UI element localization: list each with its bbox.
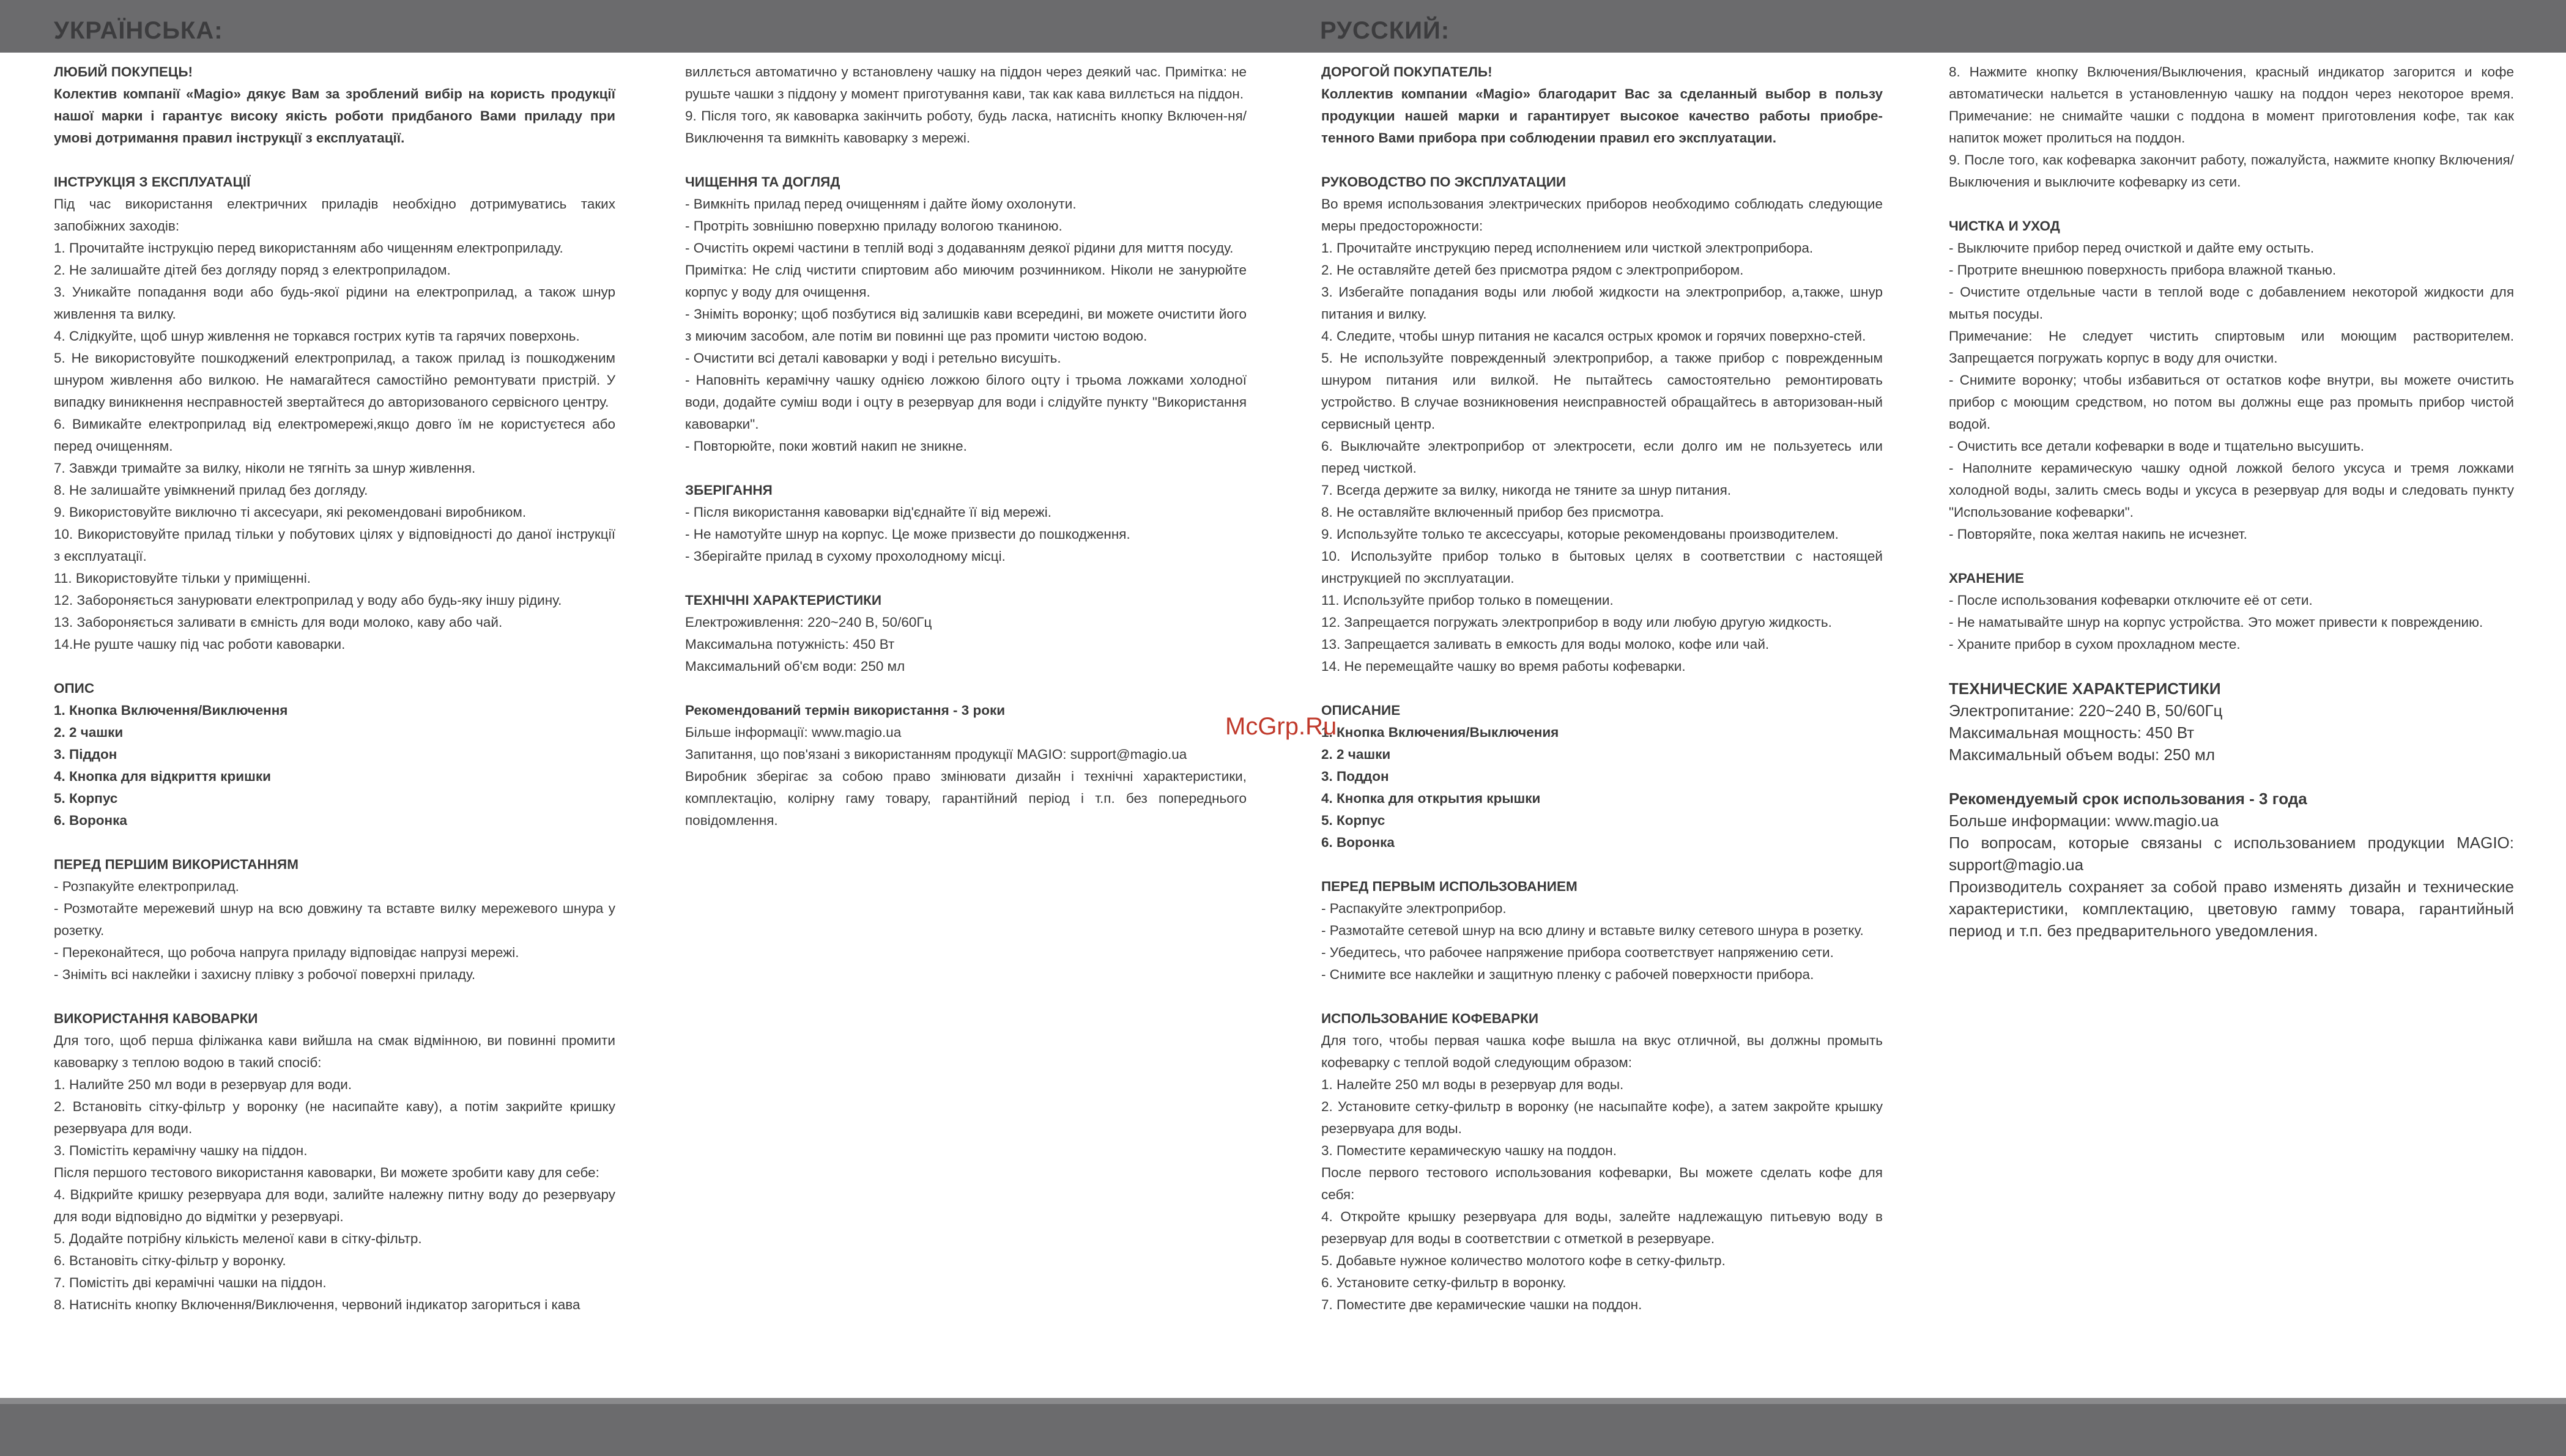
paragraph: 7. Помістіть дві керамічні чашки на піддон. [54, 1275, 327, 1290]
section-heading: ОПИС [54, 681, 95, 696]
paragraph: 8. Натисніть кнопку Включення/Виключення, червоний індикатор загориться і кава [54, 1297, 580, 1312]
section-heading: ВИКОРИСТАННЯ КАВОВАРКИ [54, 1011, 258, 1026]
paragraph: - Розпакуйте електроприлад. [54, 879, 239, 894]
paragraph: 1. Налейте 250 мл воды в резервуар для воды. [1321, 1077, 1624, 1092]
paragraph: 14.Не руште чашку під час роботи кавоварки. [54, 637, 346, 652]
paragraph: 4. Відкрийте кришку резервуара для води, залийте належну питну воду до резервуару для води відповідно до відмітки у резервуарі. [54, 1187, 615, 1224]
paragraph: - Повторяйте, пока желтая накипь не исчезнет. [1949, 527, 2247, 542]
paragraph: 2. Не залишайте дітей без догляду поряд з електроприладом. [54, 262, 451, 278]
paragraph: - Протріть зовнішню поверхню приладу вологою тканиною. [685, 218, 1062, 234]
paragraph: Для того, щоб перша філіжанка кави вийшла на смак відмінною, ви повинні промити кавоварку з теплою водою в такий спосіб: [54, 1033, 615, 1070]
paragraph: Электропитание: 220~240 В, 50/60Гц [1949, 701, 2223, 720]
paragraph: Во время использования электрических приборов необходимо соблюдать следующие меры предосторожности: [1321, 196, 1883, 234]
paragraph: Виробник зберігає за собою право змінювати дизайн і технічні характеристики, комплектацію, колірну гаму товару, гарантійний період і т.п. без попереднього повідомлення. [685, 769, 1247, 828]
paragraph: 3. Помістіть керамічну чашку на піддон. [54, 1143, 308, 1158]
paragraph: 2. Встановіть сітку-фільтр у воронку (не насипайте каву), а потім закрийте кришку резервуара для води. [54, 1099, 615, 1136]
footer-bar [0, 1398, 2566, 1456]
paragraph: 5. Корпус [1321, 813, 1385, 828]
paragraph: 4. Кнопка для відкриття кришки [54, 769, 271, 784]
paragraph: 11. Використовуйте тільки у приміщенні. [54, 571, 311, 586]
section-heading: ПЕРЕД ПЕРШИМ ВИКОРИСТАННЯМ [54, 857, 299, 872]
paragraph: 9. После того, как кофеварка закончит работу, пожалуйста, нажмите кнопку Включения/Выключения и выключите кофеварку из сети. [1949, 152, 2514, 190]
paragraph: Максимальная мощность: 450 Вт [1949, 723, 2195, 742]
watermark: McGrp.Ru [1225, 713, 1337, 740]
paragraph: 8. Не оставляйте включенный прибор без присмотра. [1321, 504, 1664, 520]
paragraph: Після першого тестового використання кавоварки, Ви можете зробити каву для себе: [54, 1165, 599, 1180]
paragraph: 6. Вимикайте електроприлад від електромережі,якщо довго їм не користуєтеся або перед очищенням. [54, 416, 615, 454]
paragraph: - Очистити всі деталі кавоварки у воді і ретельно висушіть. [685, 350, 1061, 366]
paragraph: Производитель сохраняет за собой право изменять дизайн и технические характеристики, комплектацию, цветовую гамму товара, гарантийный период и т.п. без предварительного уведомления. [1949, 878, 2514, 940]
paragraph: Максимальный объем воды: 250 мл [1949, 745, 2216, 764]
section-heading: ИСПОЛЬЗОВАНИЕ КОФЕВАРКИ [1321, 1011, 1539, 1026]
paragraph: 7. Всегда держите за вилку, никогда не тяните за шнур питания. [1321, 482, 1732, 498]
paragraph: 4. Кнопка для открытия крышки [1321, 791, 1541, 806]
russian-column-2 [1949, 61, 2514, 942]
paragraph: 3. Поместите керамическую чашку на поддон. [1321, 1143, 1617, 1158]
paragraph: - Очистить все детали кофеварки в воде и тщательно высушить. [1949, 438, 2364, 454]
paragraph: 12. Забороняється занурювати електроприлад у воду або будь-яку іншу рідину. [54, 593, 562, 608]
paragraph: После первого тестового использования кофеварки, Вы можете сделать кофе для себя: [1321, 1165, 1883, 1202]
paragraph: - Размотайте сетевой шнур на всю длину и вставьте вилку сетевого шнура в розетку. [1321, 923, 1864, 938]
paragraph: - Не наматывайте шнур на корпус устройства. Это может привести к повреждению. [1949, 615, 2483, 630]
paragraph: 4. Следите, чтобы шнур питания не касался острых кромок и горячих поверхно-стей. [1321, 328, 1866, 344]
paragraph: 6. Воронка [1321, 835, 1395, 850]
paragraph: Більше інформації: www.magio.ua [685, 725, 902, 740]
paragraph: 9. Після того, як кавоварка закінчить роботу, будь ласка, натисніть кнопку Включен-ня/Виключення та вимкніть кавоварку з мережі. [685, 108, 1247, 146]
paragraph: 12. Запрещается погружать электроприбор в воду или любую другую жидкость. [1321, 615, 1832, 630]
paragraph: - Наповніть керамічну чашку однією ложкою білого оцту і трьома ложками холодної води, додайте суміш води і оцту в резервуар для води і слідуйте пункту "Використання кавоварки". [685, 372, 1247, 432]
paragraph: 6. Воронка [54, 813, 127, 828]
paragraph: Під час використання електричних приладів необхідно дотримуватись таких запобіжних заходів: [54, 196, 615, 234]
paragraph: 5. Не використовуйте пошкоджений електроприлад, а також прилад із пошкодженим шнуром живлення або вилкою. Не намагайтеся самостійно ремонтувати пристрій. У випадку виникнення несправностей звертайтеся до авторизованого сервісного центру. [54, 350, 615, 410]
paragraph: 2. 2 чашки [54, 725, 124, 740]
section-heading: ЛЮБИЙ ПОКУПЕЦЬ! [54, 64, 193, 79]
section-heading: ТЕХНИЧЕСКИЕ ХАРАКТЕРИСТИКИ [1949, 679, 2221, 698]
paragraph: Електроживлення: 220~240 В, 50/60Гц [685, 615, 932, 630]
section-heading: ХРАНЕНИЕ [1949, 571, 2024, 586]
paragraph: 4. Слідкуйте, щоб шнур живлення не торкався гострих кутів та гарячих поверхонь. [54, 328, 580, 344]
paragraph: - Переконайтеся, що робоча напруга приладу відповідає напрузі мережі. [54, 945, 519, 960]
paragraph: - Убедитесь, что рабочее напряжение прибора соответствует напряжению сети. [1321, 945, 1834, 960]
paragraph: 10. Використовуйте прилад тільки у побутових цілях у відповідності до даної інструкції з експлуатації. [54, 527, 615, 564]
paragraph: 6. Выключайте электроприбор от электросети, если долго им не пользуетесь или перед чисткой. [1321, 438, 1883, 476]
footer-strip [0, 1398, 2566, 1404]
paragraph: 10. Используйте прибор только в бытовых целях в соответствии с настоящей инструкцией по эксплуатации. [1321, 549, 1883, 586]
paragraph: 13. Запрещается заливать в емкость для воды молоко, кофе или чай. [1321, 637, 1770, 652]
paragraph: - Наполните керамическую чашку одной ложкой белого уксуса и тремя ложками холодной воды, залить смесь воды и уксуса в резервуар для воды и следовать пункту "Использование кофеварки". [1949, 460, 2514, 520]
paragraph: Максимальний об'єм води: 250 мл [685, 659, 905, 674]
paragraph: 1. Налийте 250 мл води в резервуар для води. [54, 1077, 352, 1092]
ukrainian-column-1 [54, 61, 615, 1316]
paragraph: 5. Додайте потрібну кількість меленої кави в сітку-фільтр. [54, 1231, 422, 1246]
russian-section-title: РУССКИЙ: [1320, 17, 1450, 44]
section-heading: ЧИЩЕННЯ ТА ДОГЛЯД [685, 174, 840, 190]
paragraph: 1. Прочитайте інструкцію перед використанням або чищенням електроприладу. [54, 240, 563, 256]
paragraph: 1. Кнопка Включення/Виключення [54, 703, 288, 718]
paragraph: По вопросам, которые связаны с использованием продукции MAGIO: support@magio.ua [1949, 833, 2514, 874]
paragraph: - Протрите внешнюю поверхность прибора влажной тканью. [1949, 262, 2337, 278]
paragraph: Колектив компанії «Magio» дякує Вам за зроблений вибір на користь продукції нашої марки і гарантує високу якість роботи придбаного Вами приладу при умові дотримання правил інструкції з експлуатації. [54, 86, 615, 146]
paragraph: Больше информации: www.magio.ua [1949, 811, 2219, 830]
paragraph: 8. Не залишайте увімкнений прилад без догляду. [54, 482, 368, 498]
paragraph: 5. Корпус [54, 791, 118, 806]
paragraph: - Повторюйте, поки жовтий накип не зникне. [685, 438, 967, 454]
paragraph: 6. Установите сетку-фильтр в воронку. [1321, 1275, 1567, 1290]
paragraph: - Очистіть окремі частини в теплій воді з додаванням деякої рідини для миття посуду. [685, 240, 1234, 256]
paragraph: 1. Прочитайте инструкцию перед исполнением или чисткой электроприбора. [1321, 240, 1814, 256]
paragraph: - Зніміть всі наклейки і захисну плівку з робочої поверхні приладу. [54, 967, 476, 982]
header-bar [0, 0, 2566, 53]
paragraph: 14. Не перемещайте чашку во время работы кофеварки. [1321, 659, 1686, 674]
paragraph: - Зберігайте прилад в сухому прохолодному місці. [685, 549, 1006, 564]
paragraph: - Не намотуйте шнур на корпус. Це може призвести до пошкодження. [685, 527, 1130, 542]
paragraph: 11. Используйте прибор только в помещении. [1321, 593, 1614, 608]
paragraph: 5. Добавьте нужное количество молотого кофе в сетку-фильтр. [1321, 1253, 1726, 1268]
paragraph: 7. Поместите две керамические чашки на поддон. [1321, 1297, 1642, 1312]
section-heading: ДОРОГОЙ ПОКУПАТЕЛЬ! [1321, 64, 1493, 79]
paragraph: 4. Откройте крышку резервуара для воды, залейте надлежащую питьевую воду в резервуар для воды в соответствии с отметкой в резервуаре. [1321, 1209, 1883, 1246]
paragraph: 8. Нажмите кнопку Включения/Выключения, красный индикатор загорится и кофе автоматически нальется в установленную чашку на поддон через некоторое время. Примечание: не снимайте чашки с поддона в момент приготовления кофе, так как напиток может пролиться на поддон. [1949, 64, 2514, 146]
paragraph: - Після використання кавоварки від'єднайте її від мережі. [685, 504, 1051, 520]
paragraph: - Зніміть воронку; щоб позбутися від залишків кави всередині, ви можете очистити його з миючим засобом, але потім ви повинні ще раз промити чистою водою. [685, 306, 1247, 344]
paragraph: - Вимкніть прилад перед очищенням і дайте йому охолонути. [685, 196, 1077, 212]
section-heading: Рекомендований термін використання - 3 роки [685, 703, 1006, 718]
paragraph: 1. Кнопка Включения/Выключения [1321, 725, 1559, 740]
section-heading: РУКОВОДСТВО ПО ЭКСПЛУАТАЦИИ [1321, 174, 1567, 190]
section-heading: ОПИСАНИЕ [1321, 703, 1401, 718]
paragraph: 2. Установите сетку-фильтр в воронку (не насыпайте кофе), а затем закройте крышку резервуара для воды. [1321, 1099, 1883, 1136]
paragraph: 5. Не используйте поврежденный электроприбор, а также прибор с поврежденным шнуром питания или вилкой. Не пытайтесь самостоятельно ремонтировать устройство. В случае возникновения неисправностей обращайтесь в авторизован-ный сервисный центр. [1321, 350, 1883, 432]
paragraph: Запитання, що пов'язані з використанням продукції MAGIO: support@magio.ua [685, 747, 1187, 762]
paragraph: 3. Уникайте попадання води або будь-якої рідини на електроприлад, а також шнур живлення та вилку. [54, 284, 615, 322]
paragraph: - Распакуйте электроприбор. [1321, 901, 1507, 916]
paragraph: - После использования кофеварки отключите её от сети. [1949, 593, 2313, 608]
section-heading: ПЕРЕД ПЕРВЫМ ИСПОЛЬЗОВАНИЕМ [1321, 879, 1578, 894]
paragraph: 7. Завжди тримайте за вилку, ніколи не тягніть за шнур живлення. [54, 460, 476, 476]
paragraph: 9. Используйте только те аксессуары, которые рекомендованы производителем. [1321, 527, 1839, 542]
paragraph: Примечание: Не следует чистить спиртовым или моющим растворителем. Запрещается погружать корпус в воду для очистки. [1949, 328, 2514, 366]
paragraph: виллється автоматично у встановлену чашку на піддон через деякий час. Примітка: не рушьте чашки з піддону у момент приготування кави, так как кава виллється на піддон. [685, 64, 1247, 102]
paragraph: - Храните прибор в сухом прохладном месте. [1949, 637, 2241, 652]
russian-column-1 [1321, 61, 1883, 1316]
paragraph: - Розмотайте мережевий шнур на всю довжину та вставте вилку мережевого шнура у розетку. [54, 901, 615, 938]
paragraph: - Очистите отдельные части в теплой воде с добавлением некоторой жидкости для мытья посуды. [1949, 284, 2514, 322]
paragraph: Примітка: Не слід чистити спиртовим або миючим розчинником. Ніколи не занурюйте корпус у воду для очищення. [685, 262, 1247, 300]
paragraph: - Выключите прибор перед очисткой и дайте ему остыть. [1949, 240, 2315, 256]
section-heading: ІНСТРУКЦІЯ З ЕКСПЛУАТАЦІЇ [54, 174, 251, 190]
paragraph: 3. Поддон [1321, 769, 1389, 784]
paragraph: Для того, чтобы первая чашка кофе вышла на вкус отличной, вы должны промыть кофеварку с теплой водой следующим образом: [1321, 1033, 1883, 1070]
section-heading: ЧИСТКА И УХОД [1949, 218, 2060, 234]
paragraph: 6. Встановіть сітку-фільтр у воронку. [54, 1253, 286, 1268]
paragraph: 9. Використовуйте виключно ті аксесуари, які рекомендовані виробником. [54, 504, 527, 520]
paragraph: 3. Избегайте попадания воды или любой жидкости на электроприбор, а,также, шнур питания и вилку. [1321, 284, 1883, 322]
ukrainian-column-2 [685, 61, 1247, 832]
paragraph: Максимальна потужність: 450 Вт [685, 637, 895, 652]
section-heading: Рекомендуемый срок использования - 3 года [1949, 789, 2307, 808]
paragraph: 3. Піддон [54, 747, 117, 762]
paragraph: 2. 2 чашки [1321, 747, 1391, 762]
ukrainian-section-title: УКРАЇНСЬКА: [54, 17, 223, 44]
paragraph: 2. Не оставляйте детей без присмотра рядом с электроприбором. [1321, 262, 1744, 278]
paragraph: - Снимите все наклейки и защитную пленку с рабочей поверхности прибора. [1321, 967, 1814, 982]
section-heading: ЗБЕРІГАННЯ [685, 482, 773, 498]
paragraph: 13. Забороняється заливати в ємність для води молоко, каву або чай. [54, 615, 503, 630]
paragraph: Коллектив компании «Magio» благодарит Вас за сделанный выбор в пользу продукции нашей марки и гарантирует высокое качество работы приобре-тенного Вами прибора при соблюдении правил его эксплуатации. [1321, 86, 1883, 146]
section-heading: ТЕХНІЧНІ ХАРАКТЕРИСТИКИ [685, 593, 882, 608]
paragraph: - Снимите воронку; чтобы избавиться от остатков кофе внутри, вы можете очистить прибор с моющим средством, но потом вы должны еще раз промыть прибор чистой водой. [1949, 372, 2514, 432]
